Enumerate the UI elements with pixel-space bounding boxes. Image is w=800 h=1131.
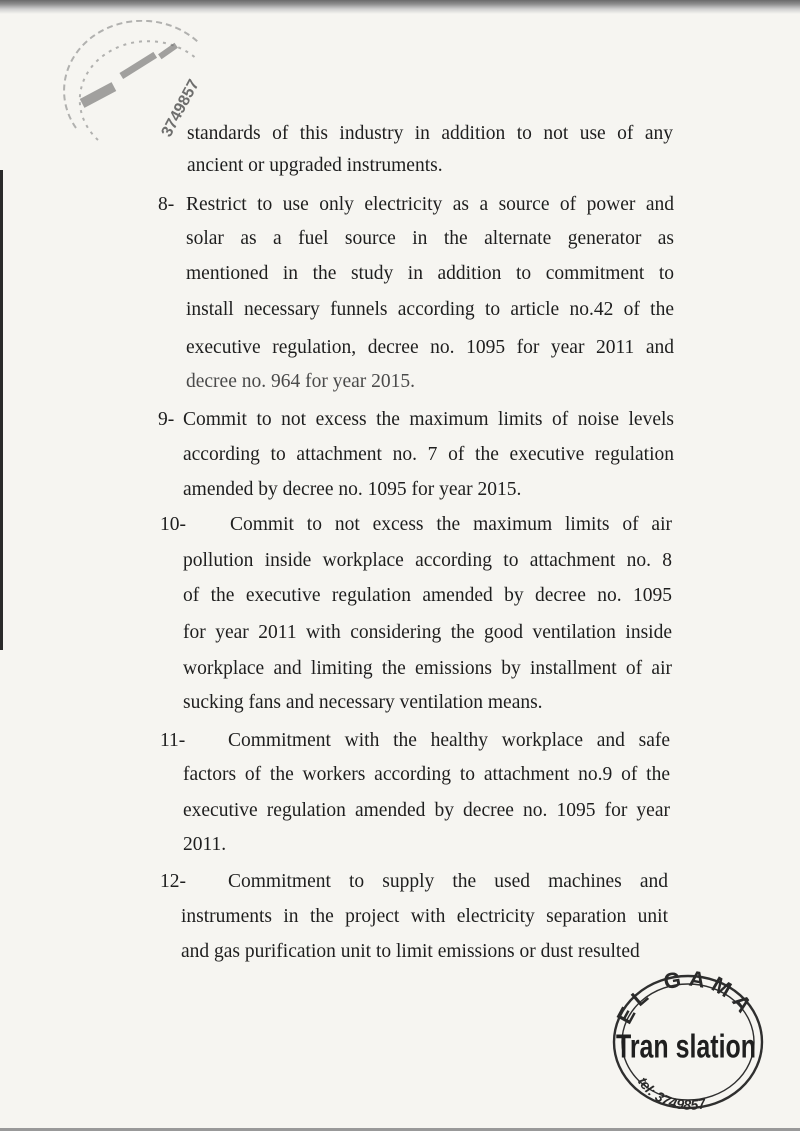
stamp-top-text: EL GAMA — [611, 965, 761, 1028]
text-line: according to attachment no. 7 of the executive regulation — [183, 444, 674, 465]
text-line: Restrict to use only electricity as a source of power and — [186, 194, 674, 215]
stamp-phone-text: tel: 3749857 — [634, 1074, 707, 1112]
text-line: sucking fans and necessary ventilation means. — [183, 692, 543, 713]
text-line: instruments in the project with electricity separation unit — [181, 906, 668, 927]
text-line: ancient or upgraded instruments. — [187, 155, 443, 176]
text-line: Commitment to supply the used machines and — [228, 871, 668, 892]
text-line: pollution inside workplace according to attachment no. 8 — [183, 550, 672, 571]
text-line: for year 2011 with considering the good ventilation inside — [183, 622, 672, 643]
text-line: workplace and limiting the emissions by installment of air — [183, 658, 672, 679]
text-line: executive regulation, decree no. 1095 for year 2011 and — [186, 337, 674, 358]
text-line: decree no. 964 for year 2015. — [186, 371, 416, 392]
text-line: and gas purification unit to limit emissions or dust resulted — [181, 941, 640, 962]
text-line: Commitment with the healthy workplace and safe — [228, 730, 670, 751]
item-number: 12- — [160, 871, 186, 892]
text-line: standards of this industry in addition to not use of any — [187, 123, 673, 144]
item-number: 11- — [160, 730, 186, 751]
item-number: 10- — [160, 514, 186, 535]
item-number: 9- — [158, 409, 175, 430]
text-line: mentioned in the study in addition to commitment to — [186, 263, 674, 284]
item-number: 8- — [158, 194, 175, 215]
stamp-top-number: 3749857 — [158, 76, 203, 140]
text-line: factors of the workers according to attachment no.9 of the — [183, 764, 670, 785]
text-line: Commit to not excess the maximum limits of noise levels — [183, 409, 674, 430]
text-line: solar as a fuel source in the alternate generator as — [186, 228, 674, 249]
text-line: install necessary funnels according to article no.42 of the — [186, 299, 674, 320]
stamp-main-text: Tran slation — [616, 1027, 756, 1065]
text-line: 2011. — [183, 834, 227, 855]
text-line: of the executive regulation amended by decree no. 1095 — [183, 585, 672, 606]
text-line: amended by decree no. 1095 for year 2015. — [183, 479, 522, 500]
text-line: executive regulation amended by decree no. 1095 for year — [183, 800, 670, 821]
text-line: Commit to not excess the maximum limits of air — [230, 514, 672, 535]
